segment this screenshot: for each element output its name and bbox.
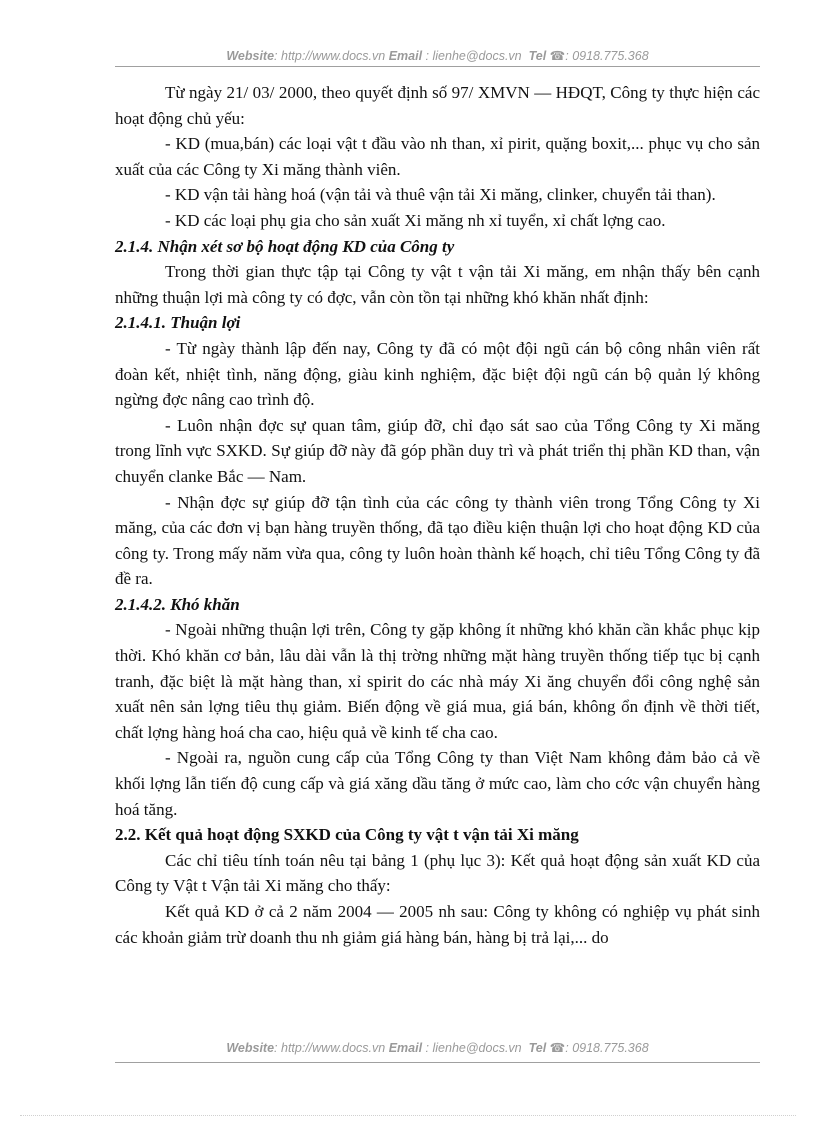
footer-rule [115, 1062, 760, 1063]
email-value[interactable]: : lienhe@docs.vn [425, 49, 522, 63]
email-label: Email [388, 1041, 423, 1055]
website-label: Website [226, 1041, 275, 1055]
paragraph: - Ngoài ra, nguồn cung cấp của Tổng Công ty than Việt Nam không đảm bảo cả về khối lợng lẫn tiến độ cung cấp và giá xăng dầu tăng ở mức cao, làm cho cớc vận chuyển hàng hoá tăng. [115, 748, 760, 819]
header-rule [115, 66, 760, 67]
tel-label: Tel [528, 1041, 547, 1055]
paragraph: - KD vận tải hàng hoá (vận tải và thuê vận tải Xi măng, clinker, chuyển tải than). [165, 185, 716, 205]
paragraph: - KD (mua,bán) các loại vật t đầu vào nh than, xỉ pirit, quặng boxit,... phục vụ cho sản xuất của các Công ty Xi măng thành viên. [115, 134, 760, 179]
section-heading: 2.2. Kết quả hoạt động SXKD của Công ty vật t vận tải Xi măng [115, 825, 579, 845]
paragraph: Trong thời gian thực tập tại Công ty vật t vận tải Xi măng, em nhận thấy bên cạnh những thuận lợi mà công ty có đợc, vẫn còn tồn tại những khó khăn nhất định: [115, 262, 760, 307]
paragraph: - Ngoài những thuận lợi trên, Công ty gặp không ít những khó khăn cần khắc phục kịp thời. Khó khăn cơ bản, lâu dài vẫn là thị trờng những mặt hàng truyền thống tiếp tục bị cạnh tranh, đặc biệt là mặt hàng than, xỉ spirit do các nhà máy Xi ăng chuyển đổi công nghệ sản xuất nên sản lợng tiêu thụ giảm. Biến động về giá mua, giá bán, không ổn định về thời tiết, chất lợng hàng hoá cha cao, hiệu quả về kinh tế cha cao. [115, 620, 760, 742]
page-header [115, 48, 760, 63]
paragraph: - Luôn nhận đợc sự quan tâm, giúp đỡ, chỉ đạo sát sao của Tổng Công ty Xi măng trong lĩnh vực SXKD. Sự giúp đỡ này đã góp phần duy trì và phát triển thị phần KD than, vận chuyển clanke Bắc — Nam. [115, 415, 760, 486]
paragraph: - Nhận đợc sự giúp đỡ tận tình của các công ty thành viên trong Tổng Công ty Xi măng, của các đơn vị bạn hàng truyền thống, đã tạo điều kiện thuận lợi cho hoạt động KD của công ty. Trong mấy năm vừa qua, công ty luôn hoàn thành kế hoạch, chỉ tiêu Tổng Công ty đã đề ra. [115, 492, 760, 589]
page-edge-dots [20, 1115, 796, 1116]
paragraph: Kết quả KD ở cả 2 năm 2004 — 2005 nh sau: Công ty không có nghiệp vụ phát sinh các khoản giảm trừ doanh thu nh giảm giá hàng bán, hàng bị trả lại,... do [115, 902, 760, 947]
paragraph: Từ ngày 21/ 03/ 2000, theo quyết định số 97/ XMVN — HĐQT, Công ty thực hiện các hoạt động chủ yếu: [115, 83, 760, 128]
website-url[interactable]: : http://www.docs.vn [274, 49, 386, 63]
website-label: Website [226, 49, 275, 63]
website-url[interactable]: : http://www.docs.vn [274, 1041, 386, 1055]
page-footer [115, 1040, 760, 1055]
subsection-heading: 2.1.4.2. Khó khăn [115, 594, 240, 614]
subsection-heading: 2.1.4.1. Thuận lợi [115, 313, 241, 333]
tel-label: Tel [528, 49, 547, 63]
tel-value: ☎: 0918.775.368 [549, 49, 649, 63]
section-heading: 2.1.4. Nhận xét sơ bộ hoạt động KD của Công ty [115, 236, 455, 256]
document-body [115, 80, 760, 950]
tel-value: ☎: 0918.775.368 [549, 1041, 649, 1055]
email-value[interactable]: : lienhe@docs.vn [425, 1041, 522, 1055]
paragraph: Các chỉ tiêu tính toán nêu tại bảng 1 (phụ lục 3): Kết quả hoạt động sản xuất KD của Công ty Vật t Vận tải Xi măng cho thấy: [115, 850, 760, 896]
paragraph: - KD các loại phụ gia cho sản xuất Xi măng nh xỉ tuyển, xỉ chất lợng cao. [165, 210, 666, 230]
paragraph: - Từ ngày thành lập đến nay, Công ty đã có một đội ngũ cán bộ công nhân viên rất đoàn kết, nhiệt tình, năng động, giàu kinh nghiệm, đặc biệt đội ngũ cán bộ quản lý không ngừng đợc nâng cao trình độ. [115, 338, 760, 410]
email-label: Email [388, 49, 423, 63]
